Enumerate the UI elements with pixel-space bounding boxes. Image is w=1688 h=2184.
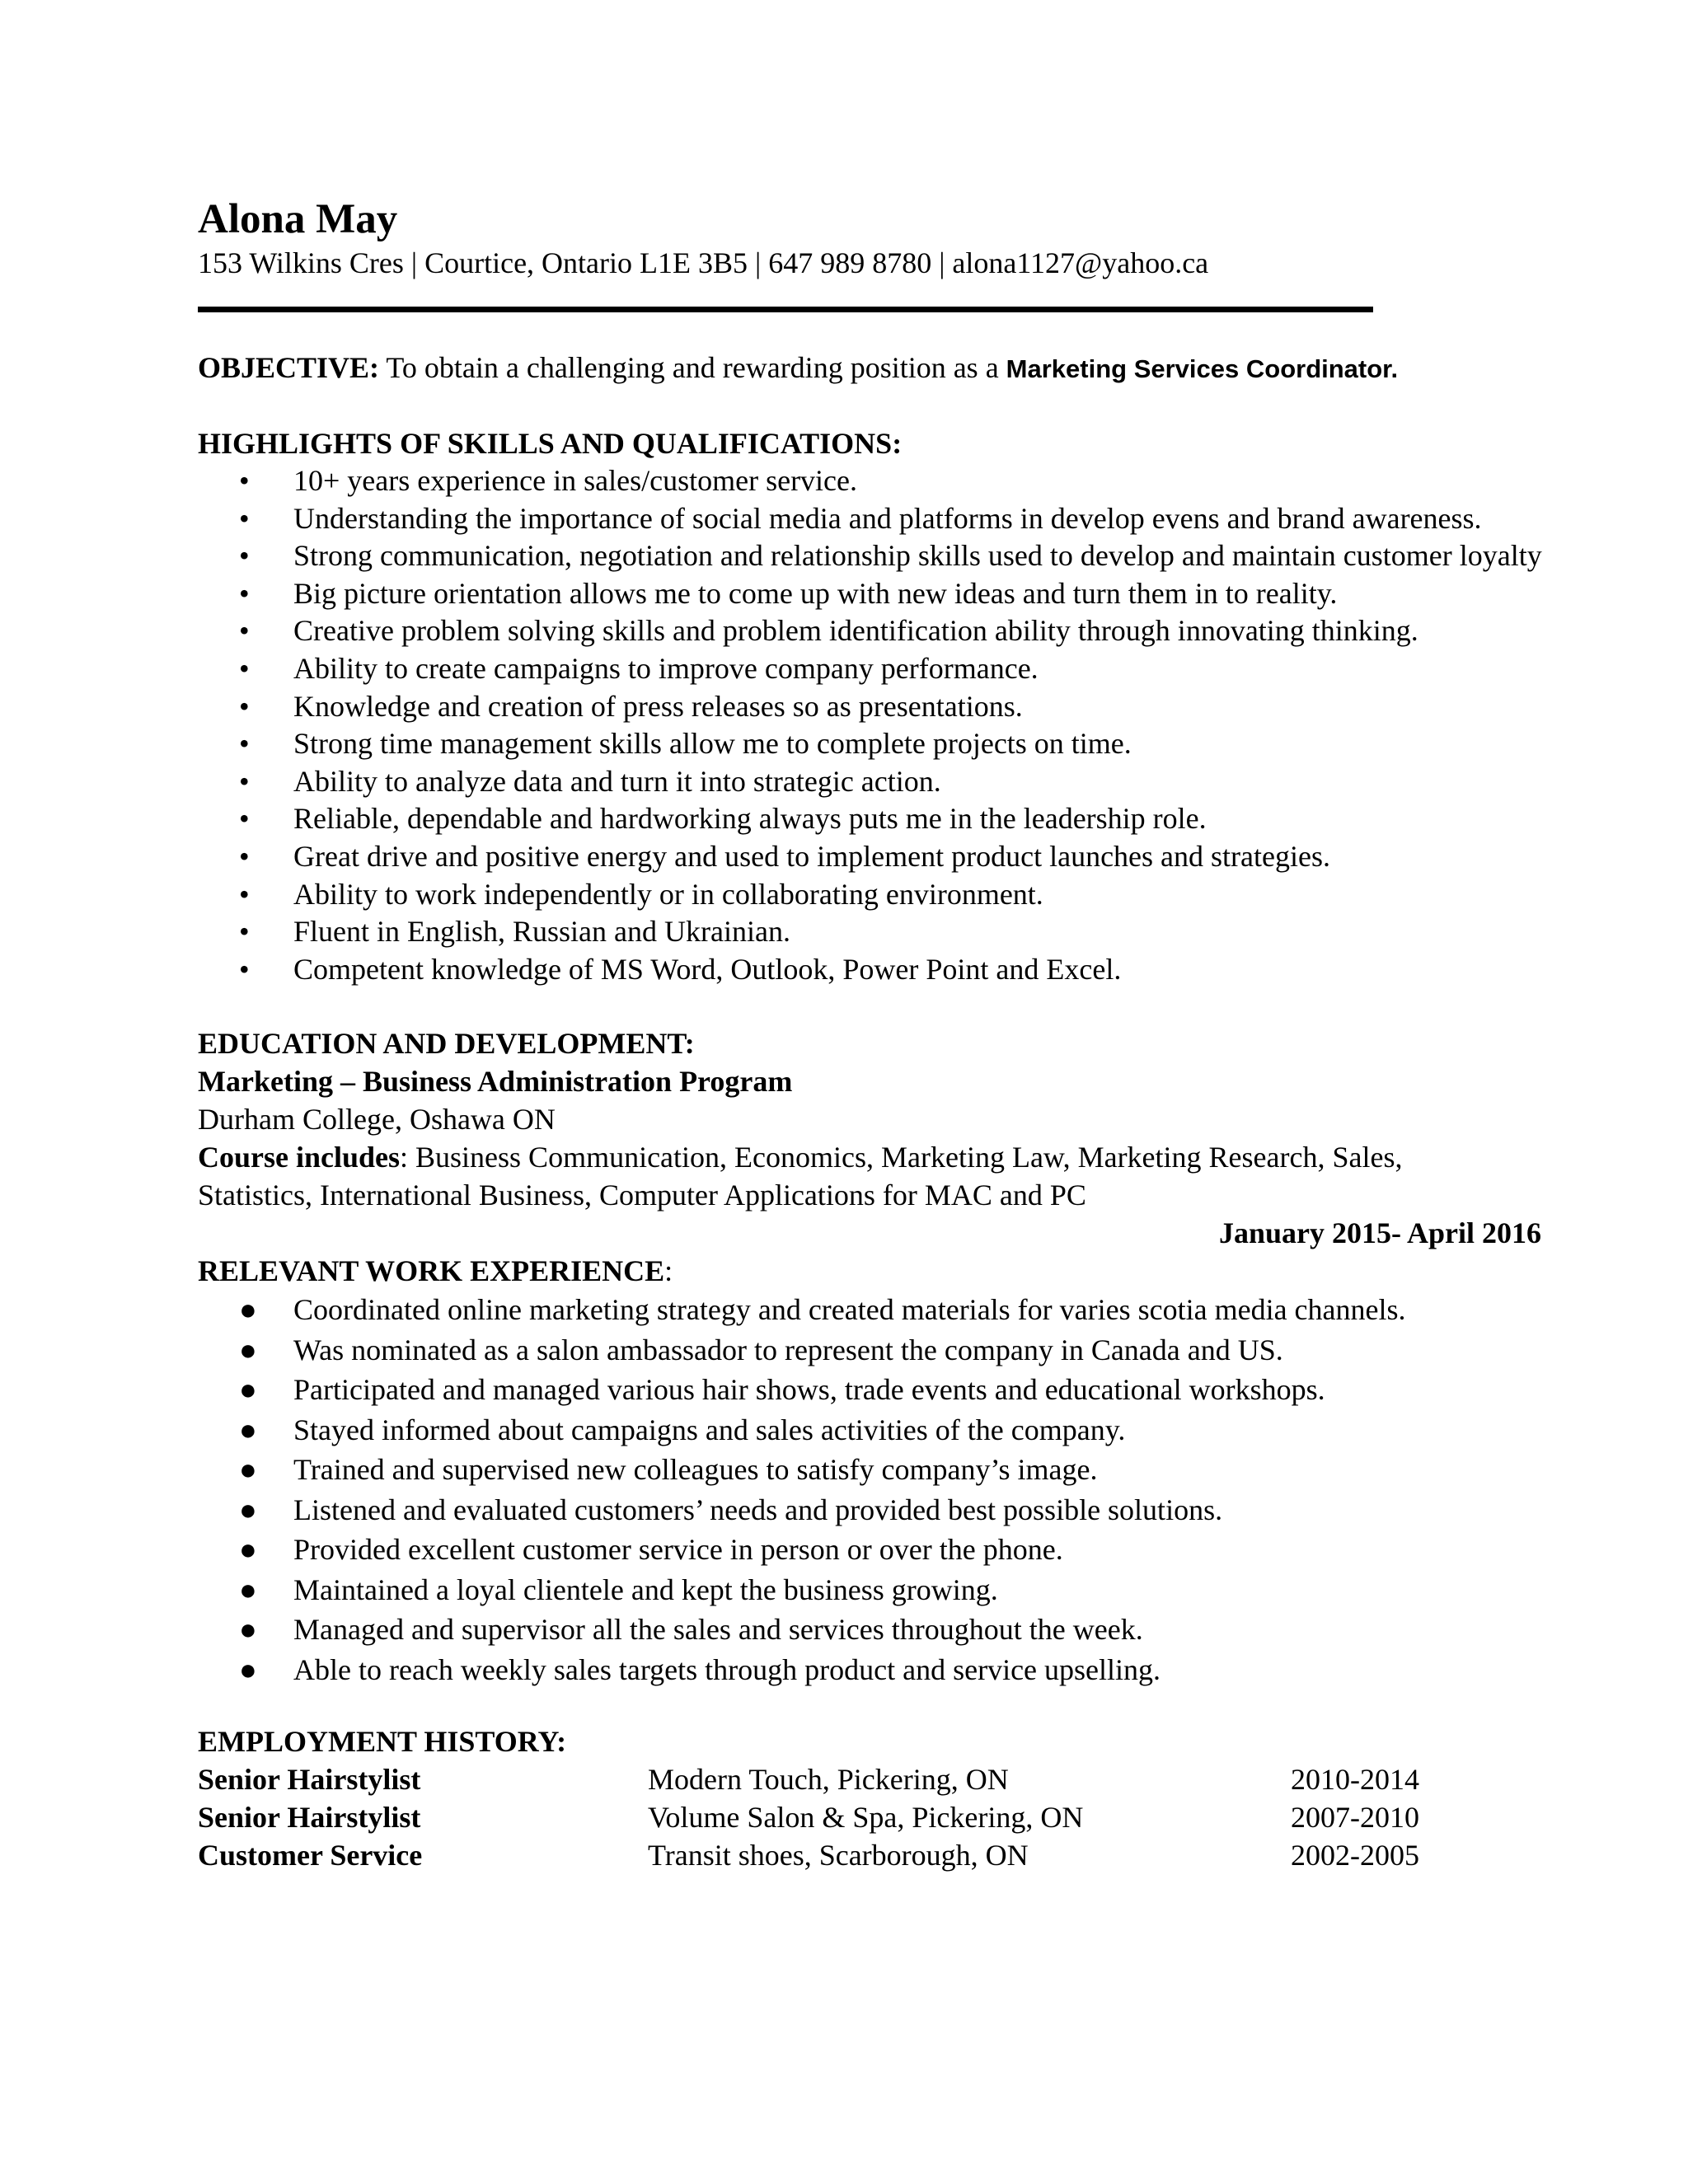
experience-section	[198, 1252, 1673, 1690]
bullet-icon: ●	[239, 1572, 257, 1606]
experience-item: ● Trained and supervised new colleagues to satisfy company’s image.	[198, 1450, 1673, 1490]
highlight-item: • Ability to analyze data and turn it into strategic action.	[198, 763, 1673, 801]
school-name: Durham College, Oshawa ON	[198, 1103, 556, 1137]
bullet-icon: •	[239, 651, 250, 685]
highlight-item: • Great drive and positive energy and used to implement product launches and strategies.	[198, 838, 1673, 876]
experience-item: ● Managed and supervisor all the sales and services throughout the week.	[198, 1610, 1673, 1650]
experience-item: ● Was nominated as a salon ambassador to represent the company in Canada and US.	[198, 1330, 1673, 1371]
highlight-item: • Knowledge and creation of press releases so as presentations.	[198, 688, 1673, 726]
experience-item: ● Able to reach weekly sales targets through product and service upselling.	[198, 1650, 1673, 1690]
bullet-icon: •	[239, 877, 250, 911]
experience-item: ● Listened and evaluated customers’ needs and provided best possible solutions.	[198, 1490, 1673, 1530]
table-row	[198, 1760, 1456, 1798]
bullet-icon: •	[239, 802, 250, 836]
highlight-item: • Reliable, dependable and hardworking always puts me in the leadership role.	[198, 800, 1673, 838]
highlights-list	[198, 462, 1673, 988]
contact-line: 153 Wilkins Cres | Courtice, Ontario L1E 3B5 | 647 989 8780 | alona1127@yahoo.ca	[198, 246, 1209, 279]
bullet-icon: •	[239, 764, 250, 798]
bullet-icon: •	[239, 727, 250, 761]
highlights-section	[198, 424, 1673, 988]
employment-years: 2007-2010	[1291, 1801, 1419, 1835]
bullet-icon: ●	[239, 1533, 257, 1567]
highlight-item: • Big picture orientation allows me to come up with new ideas and turn them in to reality.	[198, 575, 1673, 613]
objective-section	[198, 349, 1673, 388]
employment-table	[198, 1760, 1456, 1874]
objective-text: To obtain a challenging and rewarding position as a	[379, 351, 1006, 384]
bullet-icon: ●	[239, 1493, 257, 1526]
bullet-icon: •	[239, 839, 250, 873]
education-heading: EDUCATION AND DEVELOPMENT:	[198, 1027, 695, 1061]
job-title: Senior Hairstylist	[198, 1763, 421, 1797]
bullet-icon: •	[239, 539, 250, 573]
experience-heading: RELEVANT WORK EXPERIENCE:	[198, 1254, 673, 1288]
highlight-item: • Creative problem solving skills and problem identification ability through innovating thinking.	[198, 612, 1673, 650]
employment-heading: EMPLOYMENT HISTORY:	[198, 1725, 567, 1759]
bullet-icon: •	[239, 501, 250, 535]
employment-years: 2002-2005	[1291, 1839, 1419, 1872]
bullet-icon: ●	[239, 1613, 257, 1647]
table-row	[198, 1798, 1456, 1836]
experience-item: ● Stayed informed about campaigns and sales activities of the company.	[198, 1410, 1673, 1451]
bullet-icon: •	[239, 576, 250, 610]
bullet-icon: •	[239, 614, 250, 648]
education-dates: January 2015- April 2016	[1218, 1216, 1541, 1250]
highlight-item: • Understanding the importance of social media and platforms in develop evens and brand awareness.	[198, 500, 1673, 538]
program-name: Marketing – Business Administration Program	[198, 1065, 793, 1099]
bullet-icon: ●	[239, 1293, 257, 1327]
experience-item: ● Participated and managed various hair shows, trade events and educational workshops.	[198, 1370, 1673, 1410]
bullet-icon: •	[239, 915, 250, 949]
employer: Transit shoes, Scarborough, ON	[648, 1839, 1029, 1872]
courses-label: Course includes	[198, 1141, 401, 1174]
candidate-name: Alona May	[198, 196, 398, 242]
experience-list	[198, 1290, 1673, 1690]
resume-page	[198, 194, 1673, 1874]
bullet-icon: ●	[239, 1652, 257, 1686]
experience-item: ● Coordinated online marketing strategy and created materials for varies scotia media channels.	[198, 1290, 1673, 1330]
bullet-icon: ●	[239, 1413, 257, 1446]
table-row	[198, 1836, 1456, 1874]
bullet-icon: •	[239, 952, 250, 986]
highlight-item: • Ability to work independently or in collaborating environment.	[198, 876, 1673, 914]
courses-line	[198, 1138, 1673, 1176]
job-title: Senior Hairstylist	[198, 1801, 421, 1835]
bullet-icon: •	[239, 464, 250, 497]
bullet-icon: ●	[239, 1373, 257, 1407]
employer: Volume Salon & Spa, Pickering, ON	[648, 1801, 1084, 1835]
employer: Modern Touch, Pickering, ON	[648, 1763, 1009, 1797]
highlight-item: • Strong communication, negotiation and relationship skills used to develop and maintain customer loyalty	[198, 537, 1673, 575]
experience-item: ● Maintained a loyal clientele and kept the business growing.	[198, 1570, 1673, 1610]
objective-label: OBJECTIVE:	[198, 351, 380, 384]
highlight-item: • Fluent in English, Russian and Ukrainian.	[198, 913, 1673, 951]
highlight-item: • 10+ years experience in sales/customer service.	[198, 462, 1673, 500]
employment-section	[198, 1722, 1673, 1874]
bullet-icon: •	[239, 689, 250, 723]
education-section	[198, 1024, 1673, 1252]
bullet-icon: ●	[239, 1333, 257, 1366]
highlights-heading: HIGHLIGHTS OF SKILLS AND QUALIFICATIONS:	[198, 427, 903, 460]
objective-position: Marketing Services Coordinator.	[1006, 354, 1399, 383]
highlight-item: • Competent knowledge of MS Word, Outlook, Power Point and Excel.	[198, 951, 1673, 989]
job-title: Customer Service	[198, 1839, 423, 1872]
bullet-icon: ●	[239, 1453, 257, 1487]
highlight-item: • Ability to create campaigns to improve company performance.	[198, 650, 1673, 688]
header-divider	[198, 307, 1373, 312]
employment-years: 2010-2014	[1291, 1763, 1419, 1797]
highlight-item: • Strong time management skills allow me to complete projects on time.	[198, 725, 1673, 763]
experience-item: ● Provided excellent customer service in person or over the phone.	[198, 1530, 1673, 1570]
courses-line-2: Statistics, International Business, Computer Applications for MAC and PC	[198, 1179, 1086, 1212]
courses-text: : Business Communication, Economics, Marketing Law, Marketing Research, Sales,	[400, 1141, 1403, 1174]
